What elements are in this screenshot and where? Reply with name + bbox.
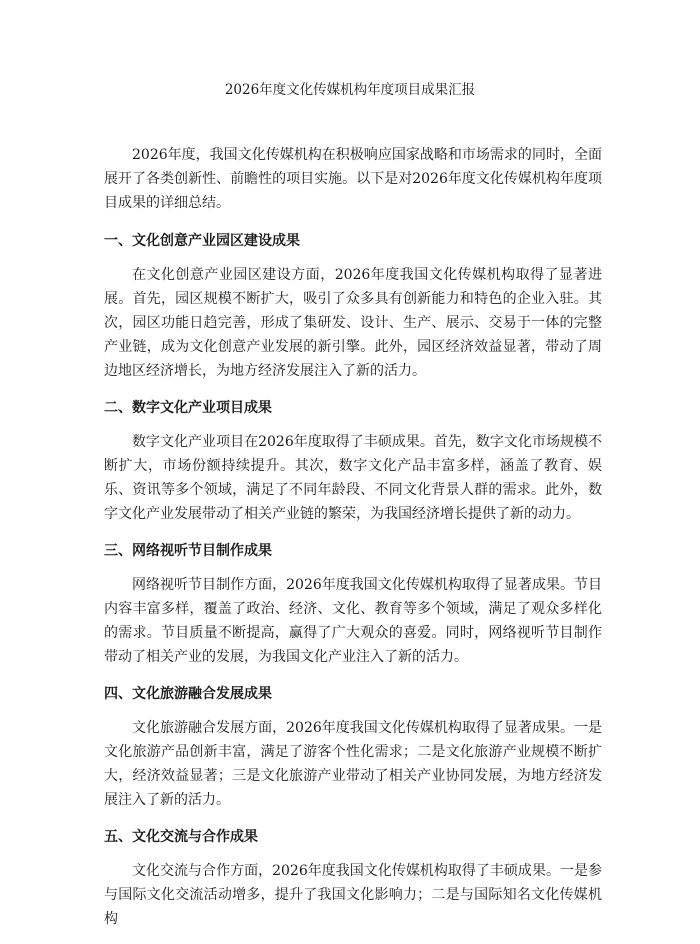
section-heading-4: 四、文化旅游融合发展成果 <box>104 686 272 702</box>
section-paragraph-1: 在文化创意产业园区建设方面，2026年度我国文化传媒机构取得了显著进展。首先，园区规模不断扩大，吸引了众多具有创新能力和特色的企业入驻。其次，园区功能日趋完善，形成了集研发、设计、生产、展示、交易于一体的完整产业链，成为文化创意产业发展的新引擎。此外，园区经济效益显著，带动了周边地区经济增长，为地方经济发展注入了新的活力。 <box>104 267 602 379</box>
intro-paragraph: 2026年度，我国文化传媒机构在积极响应国家战略和市场需求的同时，全面展开了各类创新性、前瞻性的项目实施。以下是对2026年度文化传媒机构年度项目成果的详细总结。 <box>104 147 602 211</box>
section-heading-3: 三、网络视听节目制作成果 <box>104 543 272 559</box>
document-title: 2026年度文化传媒机构年度项目成果汇报 <box>224 82 476 98</box>
section-heading-2: 二、数字文化产业项目成果 <box>104 400 272 416</box>
section-heading-1: 一、文化创意产业园区建设成果 <box>104 233 300 249</box>
document-body <box>104 143 602 944</box>
section-paragraph-3: 网络视听节目制作方面，2026年度我国文化传媒机构取得了显著成果。节目内容丰富多样，覆盖了政治、经济、文化、教育等多个领域，满足了观众多样化的需求。节目质量不断提高，赢得了广大观众的喜爱。同时，网络视听节目制作带动了相关产业的发展，为我国文化产业注入了新的活力。 <box>104 577 602 665</box>
section-paragraph-2: 数字文化产业项目在2026年度取得了丰硕成果。首先，数字文化市场规模不断扩大，市场份额持续提升。其次，数字文化产品丰富多样，涵盖了教育、娱乐、资讯等多个领域，满足了不同年龄段、不同文化背景人群的需求。此外，数字文化产业发展带动了相关产业链的繁荣，为我国经济增长提供了新的动力。 <box>104 434 602 522</box>
section-paragraph-4: 文化旅游融合发展方面，2026年度我国文化传媒机构取得了显著成果。一是文化旅游产品创新丰富，满足了游客个性化需求；二是文化旅游产业规模不断扩大，经济效益显著；三是文化旅游产业带动了相关产业协同发展，为地方经济发展注入了新的活力。 <box>104 720 602 808</box>
section-paragraph-5: 文化交流与合作方面，2026年度我国文化传媒机构取得了丰硕成果。一是参与国际文化交流活动增多，提升了我国文化影响力；二是与国际知名文化传媒机构 <box>104 863 602 927</box>
section-heading-5: 五、文化交流与合作成果 <box>104 829 258 845</box>
